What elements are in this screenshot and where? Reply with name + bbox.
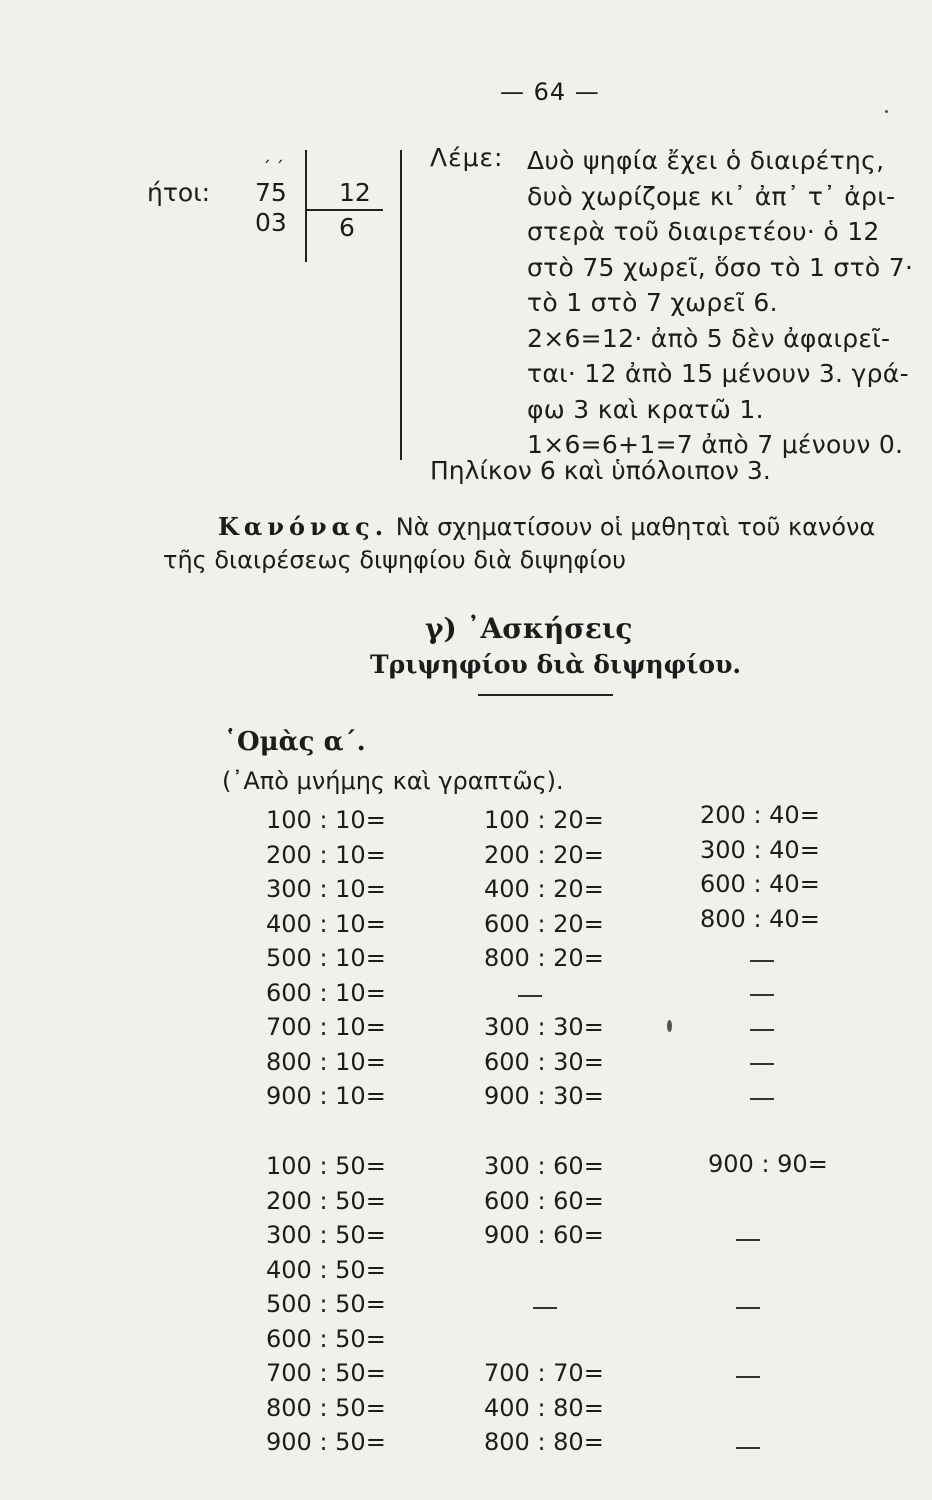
exercise-column-1-top: [266, 803, 386, 1114]
exercise-column-2-bottom: [484, 1149, 604, 1460]
placeholder-dash: [518, 995, 542, 997]
explanation-line: 1×6=6+1=7 ἀπὸ 7 μένουν 0.: [527, 430, 904, 459]
result-line: Πηλίκον 6 καὶ ὑπόλοιπον 3.: [430, 456, 771, 485]
exercise-item: 200 : 20=: [484, 840, 604, 869]
separator-vertical-line: [400, 150, 402, 460]
placeholder-dash: [533, 1307, 557, 1309]
placeholder-dash: [750, 1063, 774, 1065]
page-number: — 64 —: [500, 78, 600, 106]
exercise-item: 300 : 10=: [266, 875, 386, 903]
explanation-line: τὸ 1 στὸ 7 χωρεῖ 6.: [527, 288, 778, 317]
leme-label: Λέμε:: [430, 143, 504, 172]
dividend: 75: [255, 178, 287, 207]
exercise-item: 700 : 10=: [266, 1013, 386, 1041]
explanation-line: στὸ 75 χωρεῖ, ὅσο τὸ 1 στὸ 7·: [527, 252, 914, 282]
exercise-item: 100 : 20=: [484, 806, 604, 834]
exercise-item: 100 : 50=: [266, 1152, 386, 1180]
exercise-item: 700 : 50=: [266, 1359, 386, 1387]
heading-divider: [478, 694, 613, 696]
exercise-item: 800 : 20=: [484, 944, 604, 972]
exercise-item: 300 : 30=: [484, 1013, 604, 1041]
placeholder-dash: [750, 994, 774, 996]
placeholder-dash: [736, 1239, 760, 1241]
exercise-item: 600 : 50=: [266, 1324, 386, 1353]
placeholder-dash: [736, 1307, 760, 1309]
explanation-line: Δυὸ ψηφία ἔχει ὁ διαιρέτης,: [527, 146, 885, 175]
exercise-item: 400 : 50=: [266, 1255, 386, 1284]
exercise-column-2-top: [484, 803, 604, 1114]
exercise-item: 400 : 20=: [484, 875, 604, 903]
placeholder-dash: [750, 960, 774, 962]
exercise-item: 600 : 30=: [484, 1047, 604, 1076]
exercise-item: 300 : 50=: [266, 1221, 386, 1249]
exercise-item: [484, 1253, 604, 1288]
exercise-item: 900 : 30=: [484, 1082, 604, 1110]
group-instruction: (᾿Απὸ μνήμης καὶ γραπτῶς).: [222, 767, 564, 795]
exercise-item: 400 : 10=: [266, 909, 386, 938]
rule-label: Κανόνας.: [218, 512, 389, 541]
divisor: 12: [339, 178, 371, 207]
explanation-text: [527, 143, 913, 463]
group-title: ῾Ομὰς α΄.: [224, 727, 366, 757]
rule-text-2: τῆς διαιρέσεως διψηφίου διὰ διψηφίου: [163, 546, 626, 574]
exercise-item: 800 : 50=: [266, 1393, 386, 1422]
exercise-item: 700 : 70=: [484, 1359, 604, 1387]
placeholder-dash: [750, 1029, 774, 1031]
exercise-item: 600 : 40=: [700, 870, 820, 898]
exercise-item: 400 : 80=: [484, 1393, 604, 1422]
ink-speck: [667, 1020, 672, 1032]
exercise-item: 600 : 10=: [266, 978, 386, 1007]
placeholder-dash: [750, 1098, 774, 1100]
exercise-item: 500 : 10=: [266, 944, 386, 972]
exercise-item: 500 : 50=: [266, 1290, 386, 1318]
explanation-line: 2×6=12· ἀπὸ 5 δὲν ἀφαιρεῖ-: [527, 323, 891, 353]
hitoi-label: ήτοι:: [147, 178, 211, 207]
split-marks: ΄΄: [262, 158, 288, 179]
explanation-line: φω 3 καὶ κρατῶ 1.: [527, 394, 764, 424]
exercise-item: 800 : 10=: [266, 1047, 386, 1076]
explanation-line: ται· 12 ἀπὸ 15 μένουν 3. γρά-: [527, 359, 909, 388]
exercise-item: [484, 976, 604, 1011]
exercise-item: 100 : 10=: [266, 806, 386, 834]
division-horizontal-line: [307, 209, 383, 211]
exercise-item: 300 : 40=: [700, 835, 820, 864]
exercise-item: 200 : 10=: [266, 840, 386, 869]
exercise-item: 800 : 80=: [484, 1428, 604, 1456]
exercise-item: 800 : 40=: [700, 904, 820, 933]
exercise-item: 900 : 90=: [708, 1150, 828, 1178]
explanation-line: δυὸ χωρίζομε κι᾽ ἀπ᾽ τ᾽ ἀρι-: [527, 181, 896, 211]
exercise-item: 600 : 20=: [484, 909, 604, 938]
exercise-column-1-bottom: [266, 1149, 386, 1460]
quotient: 6: [339, 213, 355, 242]
exercise-item: 200 : 50=: [266, 1186, 386, 1215]
exercise-item: [484, 1287, 604, 1322]
exercise-column-3-top: [700, 798, 820, 936]
exercise-item: 900 : 10=: [266, 1082, 386, 1110]
exercise-item: 900 : 50=: [266, 1428, 386, 1456]
ink-speck: [885, 110, 888, 113]
exercise-item: 900 : 60=: [484, 1221, 604, 1249]
exercise-item: 300 : 60=: [484, 1152, 604, 1180]
remainder: 03: [255, 208, 287, 237]
explanation-line: στερὰ τοῦ διαιρετέου· ὁ 12: [527, 217, 880, 246]
exercises-heading: γ) ᾿Ασκήσεις: [425, 612, 633, 645]
division-vertical-line: [305, 150, 307, 262]
placeholder-dash: [736, 1376, 760, 1378]
exercise-column-3-bottom: [708, 1147, 828, 1182]
exercises-subheading: Τριψηφίου διὰ διψηφίου.: [370, 650, 742, 679]
rule-line-1: [218, 512, 875, 541]
rule-text-1: Νὰ σχηματίσουν οἱ μαθηταὶ τοῦ κανόνα: [395, 513, 876, 541]
exercise-item: 600 : 60=: [484, 1186, 604, 1215]
exercise-item: [484, 1322, 604, 1357]
exercise-item: 200 : 40=: [700, 801, 820, 829]
placeholder-dash: [736, 1447, 760, 1449]
